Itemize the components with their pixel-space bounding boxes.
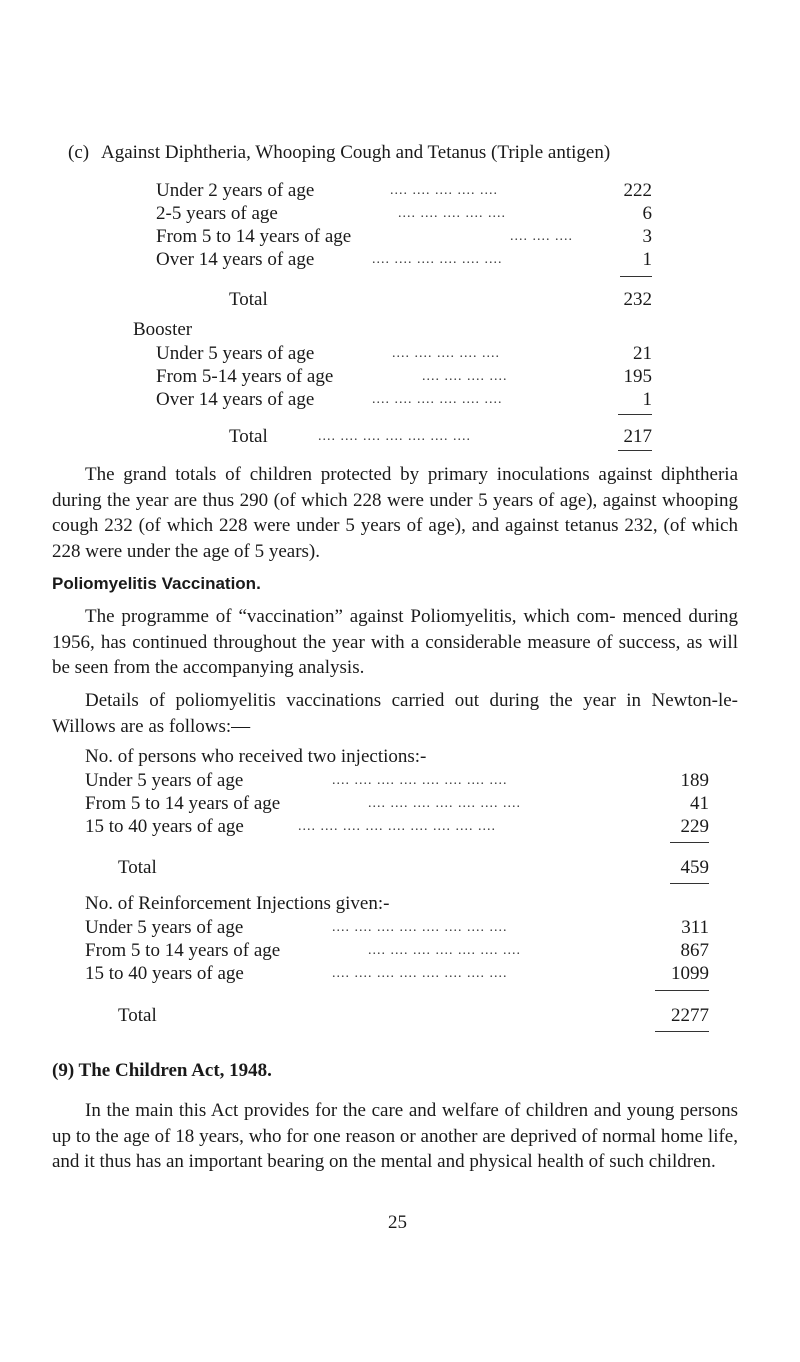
list-item-label: 2-5 years of age xyxy=(156,203,278,224)
children-act-heading: (9) The Children Act, 1948. xyxy=(52,1060,272,1081)
polio-heading: Poliomyelitis Vaccination. xyxy=(52,574,261,593)
list-item-value: 3 xyxy=(642,226,652,247)
list-item-value: 222 xyxy=(623,180,652,201)
list-item-label: Under 5 years of age xyxy=(85,770,244,791)
total-label: Total xyxy=(118,1005,157,1026)
reinforcement-heading: No. of Reinforcement Injections given:- xyxy=(85,893,390,914)
total-value: 217 xyxy=(623,426,652,447)
total-label: Total xyxy=(118,857,157,878)
list-item-label: Under 5 years of age xyxy=(156,343,315,364)
page-number: 25 xyxy=(388,1212,407,1233)
list-item-value: 6 xyxy=(642,203,652,224)
total-rule xyxy=(670,883,709,884)
children-act-paragraph: In the main this Act provides for the care and welfare of children and young persons up to the age of 18 years, who for one reason or another are deprived of normal home life, and it thus has an important bearing on the mental and physical health of such children. xyxy=(52,1100,738,1172)
list-item-value: 1 xyxy=(642,249,652,270)
list-item-label: From 5 to 14 years of age xyxy=(85,940,281,961)
list-item-value: 311 xyxy=(681,917,709,938)
two-injections-heading: No. of persons who received two injections:- xyxy=(85,746,427,767)
total-rule xyxy=(670,842,709,843)
list-item-label: From 5 to 14 years of age xyxy=(85,793,281,814)
list-item-label: From 5-14 years of age xyxy=(156,366,334,387)
total-rule xyxy=(620,276,652,277)
polio-details-paragraph: Details of poliomyelitis vaccinations carried out during the year in Newton-le-Willows are as follows:— xyxy=(52,690,738,737)
list-item-value: 21 xyxy=(633,343,652,364)
total-label: Total xyxy=(229,426,268,447)
list-item-label: From 5 to 14 years of age xyxy=(156,226,352,247)
booster-heading: Booster xyxy=(133,319,193,340)
list-item-value: 1099 xyxy=(671,963,709,984)
list-item-value: 195 xyxy=(623,366,652,387)
list-item-value: 1 xyxy=(642,389,652,410)
list-item-label: Over 14 years of age xyxy=(156,389,315,410)
total-value: 459 xyxy=(680,857,709,878)
list-item-value: 867 xyxy=(680,940,709,961)
list-item-label: 15 to 40 years of age xyxy=(85,816,244,837)
total-value: 232 xyxy=(623,289,652,310)
total-rule xyxy=(618,414,652,415)
list-item-value: 41 xyxy=(690,793,709,814)
total-rule xyxy=(655,1031,709,1032)
grand-totals-paragraph: The grand totals of children protected by primary inoculations against diphtheria during the year are thus 290 (of which 228 were under 5 years of age), against whooping cough 232 (of which 228 were under 5 years of age), and against tetanus 232, (of which 228 were under the age of 5 years). xyxy=(52,464,738,562)
list-item-label: Under 5 years of age xyxy=(85,917,244,938)
list-item-value: 189 xyxy=(680,770,709,791)
total-label: Total xyxy=(229,289,268,310)
list-item-label: Under 2 years of age xyxy=(156,180,315,201)
list-item-label: 15 to 40 years of age xyxy=(85,963,244,984)
list-item-value: 229 xyxy=(680,816,709,837)
total-rule xyxy=(618,450,652,451)
total-rule xyxy=(655,990,709,991)
total-value: 2277 xyxy=(671,1005,709,1026)
section-c-label: (c) xyxy=(68,142,90,163)
list-item-label: Over 14 years of age xyxy=(156,249,315,270)
polio-paragraph: The programme of “vaccination” against Poliomyelitis, which com- menced during 1956, has continued throughout the year with a considerable measure of success, as will be seen from the accompanying analysis. xyxy=(52,606,738,678)
section-c-title: Against Diphtheria, Whooping Cough and Tetanus (Triple antigen) xyxy=(101,142,611,163)
